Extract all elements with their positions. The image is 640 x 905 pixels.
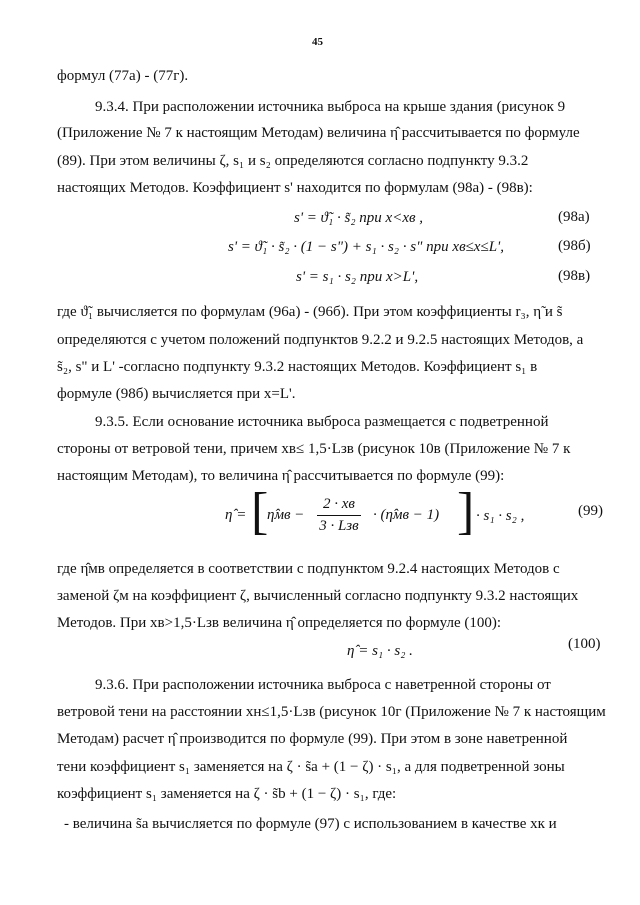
- eq99-lhs: η̂ =: [225, 507, 247, 523]
- text-line: Методам) расчет η̂ производится по формуле (99). При этом в зоне наветренной: [57, 731, 568, 747]
- eq99-tail: · s₁ · s₂ ,: [476, 508, 525, 524]
- page-number: 45: [312, 36, 323, 48]
- equation-100: η̂ = s₁ · s₂ .: [347, 643, 413, 659]
- text-line: настоящим Методам), то величина η̂ рассчитывается по формуле (99):: [57, 468, 505, 484]
- text-line: где ϑ̃₁ вычисляется по формулам (96а) - (96б). При этом коэффициенты r₃, η̃ и s̃: [57, 304, 563, 320]
- bracket-right: ]: [457, 483, 475, 540]
- equation-98a: s' = ϑ̃₁ · s̃₂ при x<xв ,: [294, 210, 423, 226]
- text-line: ветровой тени на расстоянии xн≤1,5·Lзв (рисунок 10г (Приложение № 7 к настоящим: [57, 704, 606, 720]
- text-line: настоящих Методов. Коэффициент s' находится по формулам (98а) - (98в):: [57, 180, 533, 196]
- equation-number: (98а): [558, 209, 590, 225]
- text-line: где η̂мв определяется в соответствии с подпунктом 9.2.4 настоящих Методов с: [57, 561, 560, 577]
- equation-number: (99): [578, 503, 603, 519]
- eq99-denominator: 3 · Lзв: [319, 518, 359, 534]
- equation-98b: s' = ϑ̃₁ · s̃₂ · (1 − s") + s₁ · s₂ · s" при xв≤x≤L',: [228, 239, 504, 255]
- equation-98c: s' = s₁ · s₂ при x>L',: [296, 269, 419, 285]
- eq99-numerator: 2 · xв: [317, 496, 361, 516]
- text-line: 9.3.4. При расположении источника выброса на крыше здания (рисунок 9: [95, 99, 566, 115]
- text-line: s̃₂, s" и L' -согласно подпункту 9.3.2 настоящих Методов. Коэффициент s₁ в: [57, 359, 538, 375]
- equation-number: (100): [568, 636, 601, 652]
- text-line: формул (77а) - (77г).: [57, 68, 189, 84]
- text-line: 9.3.6. При расположении источника выброса с наветренной стороны от: [95, 677, 551, 693]
- text-line: формуле (98б) вычисляется при x=L'.: [57, 386, 296, 402]
- text-line: определяются с учетом положений подпунктов 9.2.2 и 9.2.5 настоящих Методов, а: [57, 332, 584, 348]
- text-line: заменой ζм на коэффициент ζ, вычисленный согласно подпункту 9.3.2 настоящих: [57, 588, 579, 604]
- text-line: Методов. При xв>1,5·Lзв величина η̂ определяется по формуле (100):: [57, 615, 502, 631]
- bracket-left: [: [251, 483, 269, 540]
- eq99-term2: · (η̂мв − 1): [373, 507, 440, 523]
- eq99-term1: η̂мв −: [267, 507, 305, 523]
- text-line: тени коэффициент s₁ заменяется на ζ · s̃a + (1 − ζ) · s₁, а для подветренной зоны: [57, 759, 565, 775]
- text-line: 9.3.5. Если основание источника выброса размещается с подветренной: [95, 414, 549, 430]
- text-line: коэффициент s₁ заменяется на ζ · s̃b + (1 − ζ) · s₁, где:: [57, 786, 397, 802]
- equation-99: [225, 483, 485, 542]
- text-line: (89). При этом величины ζ, s₁ и s₂ определяются согласно подпункту 9.3.2: [57, 153, 529, 169]
- eq99-fraction: [317, 496, 361, 535]
- equation-number: (98б): [558, 238, 591, 254]
- text-line: - величина s̃a вычисляется по формуле (97) с использованием в качестве xк и: [64, 816, 557, 832]
- equation-number: (98в): [558, 268, 591, 284]
- text-line: (Приложение № 7 к настоящим Методам) величина η̂ рассчитывается по формуле: [57, 125, 580, 141]
- text-line: стороны от ветровой тени, причем xв≤ 1,5·Lзв (рисунок 10в (Приложение № 7 к: [57, 441, 571, 457]
